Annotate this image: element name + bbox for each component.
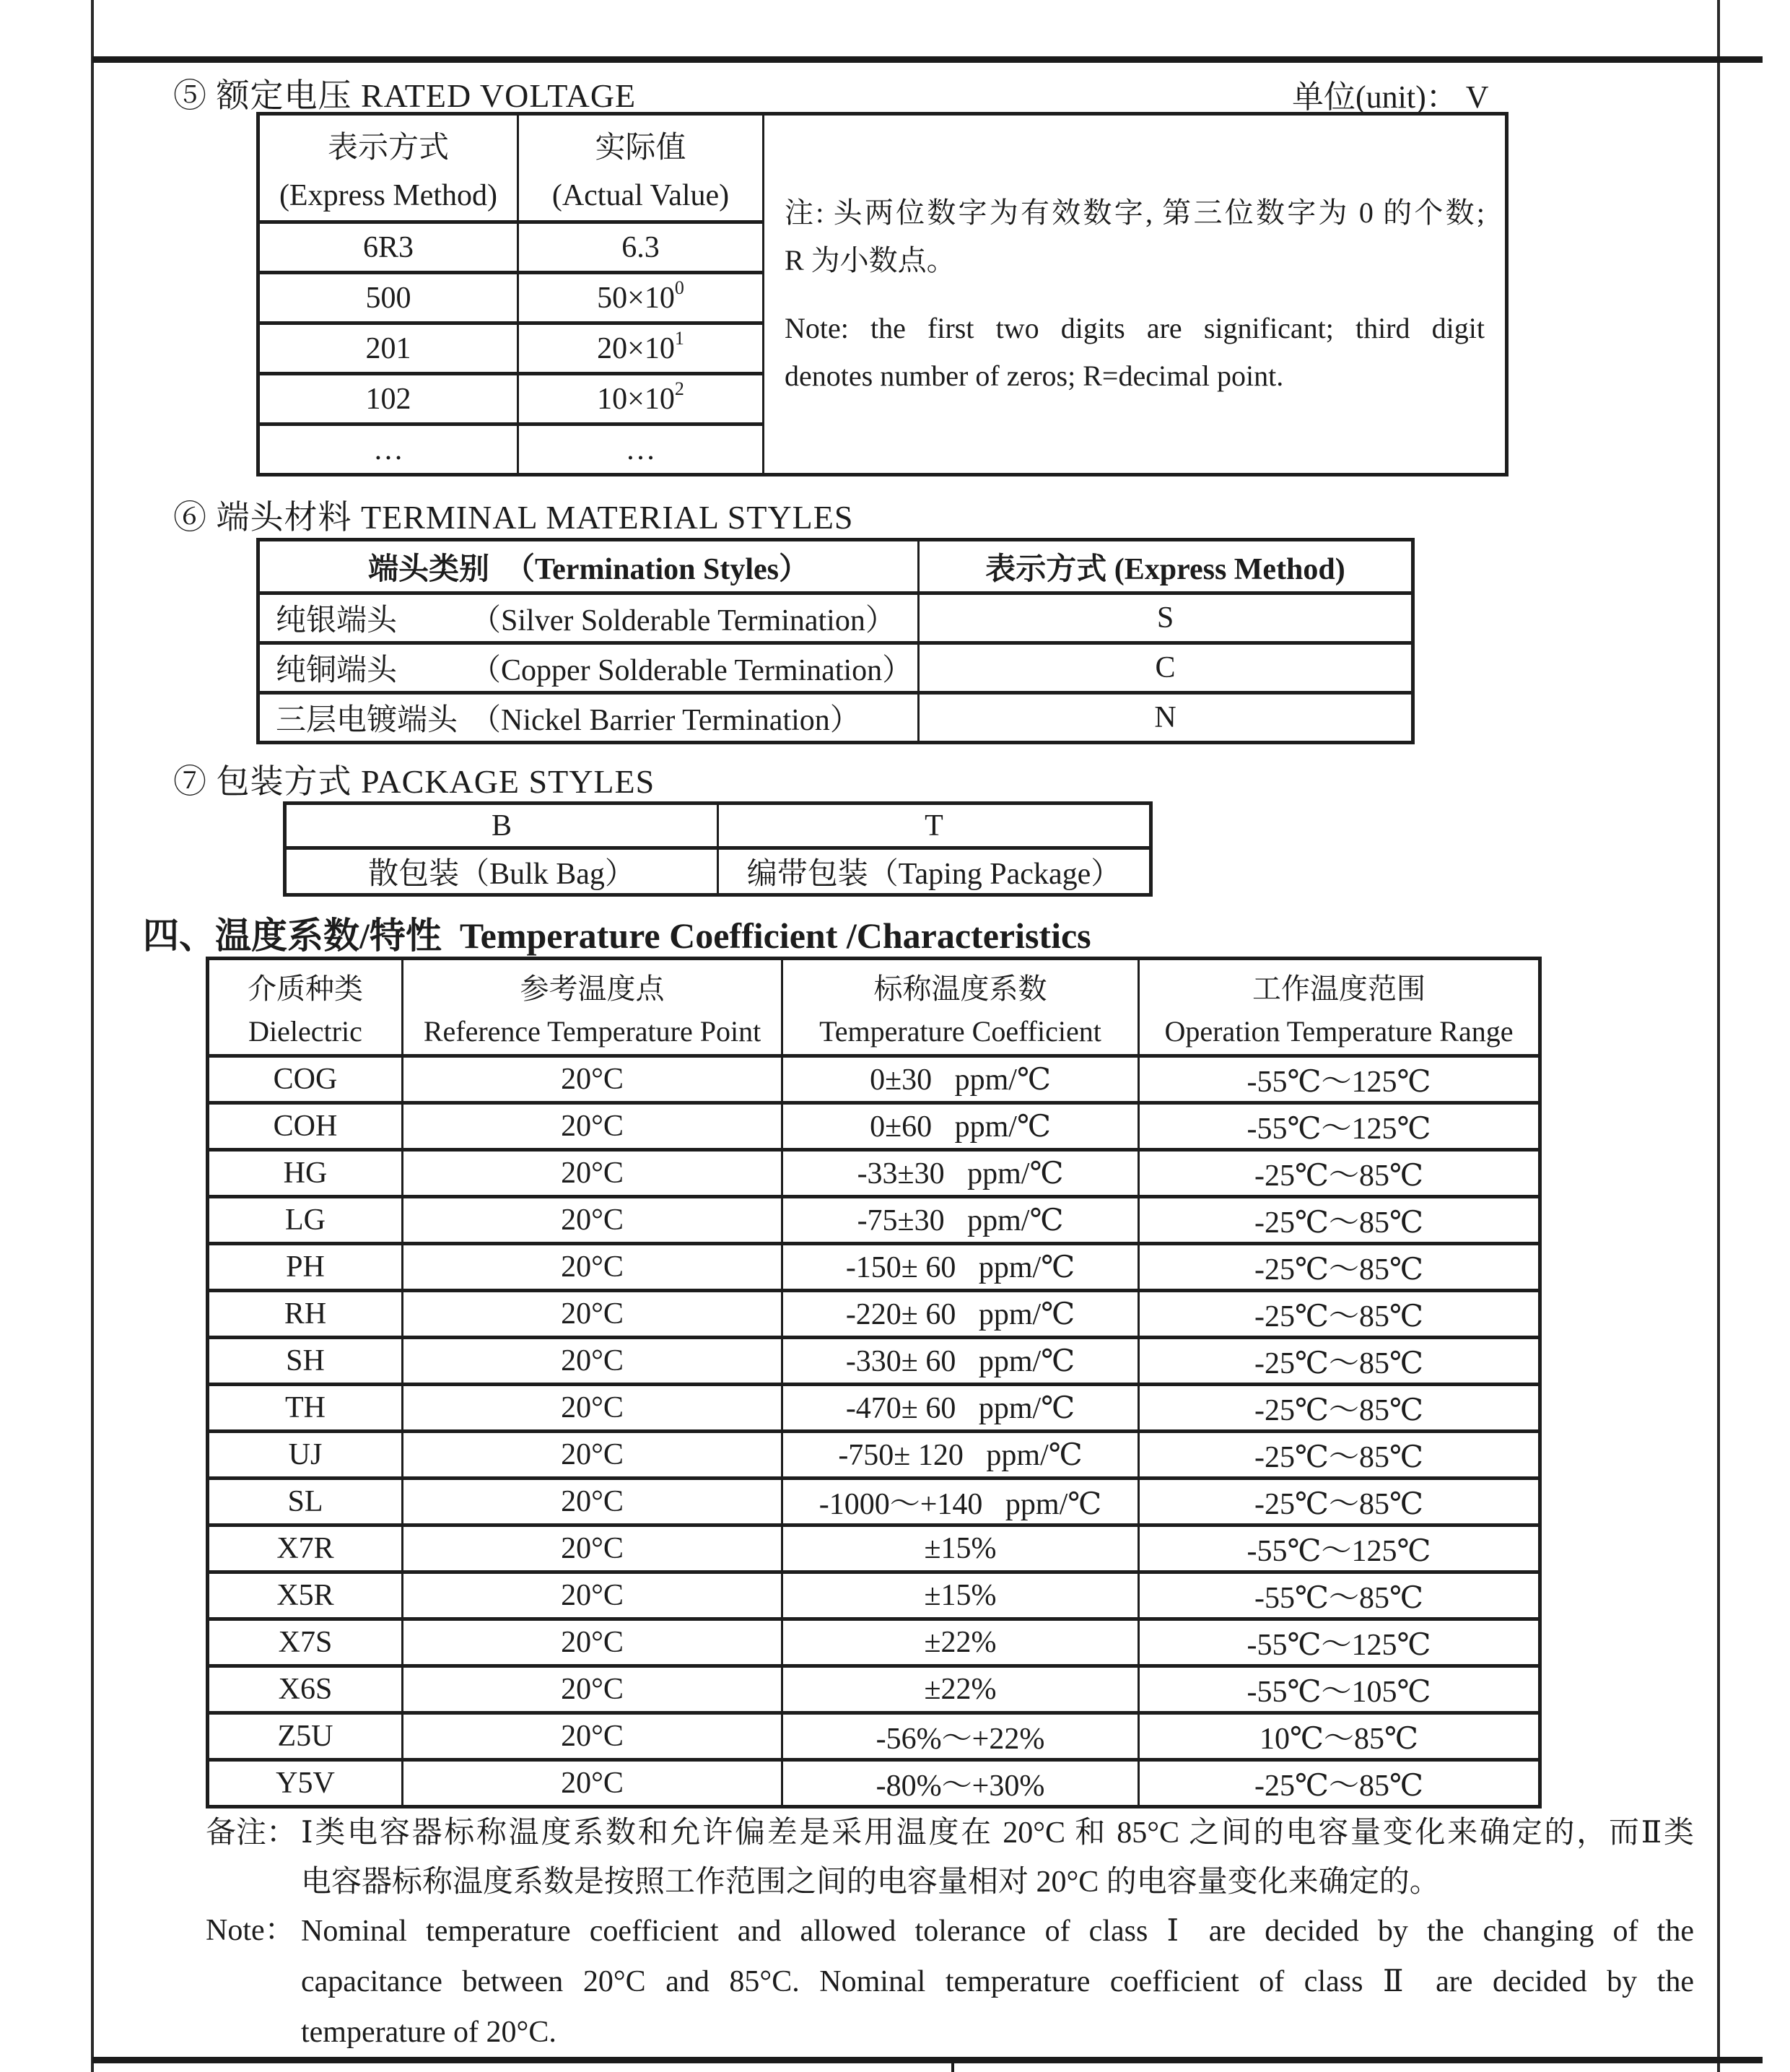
dielectric-row <box>208 1619 1540 1666</box>
temperature-coefficient: -330± 60 ppm/℃ <box>782 1338 1139 1385</box>
reference-temperature: 20°C <box>403 1619 782 1666</box>
temperature-coefficient: -80%～+30% <box>782 1760 1139 1807</box>
reference-temperature: 20°C <box>403 1479 782 1525</box>
note-en-line2: denotes number of zeros; R=decimal point. <box>785 359 1284 392</box>
operation-temperature-range: 10℃～85℃ <box>1139 1713 1540 1760</box>
note-line2: capacitance between 20°C and 85°C. Nominal temperature coefficient of class Ⅱ are decided by the <box>301 1965 1694 1998</box>
dielectric-type: Y5V <box>208 1760 403 1807</box>
reference-temperature: 20°C <box>403 1338 782 1385</box>
operation-temperature-range: -55℃～105℃ <box>1139 1666 1540 1713</box>
dielectric-row <box>208 1103 1540 1150</box>
section-temperature-coefficient-title: 四、温度系数/特性 Temperature Coefficient /Characteristics <box>143 915 1091 956</box>
operation-temperature-range: -25℃～85℃ <box>1139 1432 1540 1479</box>
dielectric-row <box>208 1056 1540 1103</box>
termination-style-en: （Nickel Barrier Termination） <box>471 704 860 737</box>
dielectric-row <box>208 1713 1540 1760</box>
dielectric-row <box>208 1244 1540 1291</box>
reference-temperature: 20°C <box>403 1385 782 1432</box>
dielectric-row <box>208 1479 1540 1525</box>
remark-label: 备注： <box>206 1816 297 1850</box>
temperature-table-header <box>1139 959 1540 1056</box>
dielectric-type: X6S <box>208 1666 403 1713</box>
express-method-header: 表示方式 (Express Method) <box>919 540 1413 593</box>
package-label-taping: 编带包装（Taping Package） <box>718 848 1151 895</box>
termination-style-en: （Silver Solderable Termination） <box>471 604 896 637</box>
dielectric-type: RH <box>208 1291 403 1338</box>
bottom-tick <box>951 2059 954 2072</box>
express-code: 500 <box>258 273 518 323</box>
temperature-table-header <box>403 959 782 1056</box>
operation-temperature-range: -55℃～125℃ <box>1139 1056 1540 1103</box>
package-style-table <box>283 801 1153 897</box>
package-code-b: B <box>285 804 718 848</box>
dielectric-type: PH <box>208 1244 403 1291</box>
remark-line2: 电容器标称温度系数是按照工作范围之间的电容量相对 20°C 的电容量变化来确定的。 <box>301 1866 1440 1899</box>
rated-voltage-unit-label: 单位(unit)： V <box>1292 79 1489 115</box>
temperature-table-header-row <box>208 959 1540 1056</box>
note-en-line1: Note: the first two digits are significant; third digit <box>785 311 1485 344</box>
termination-style <box>258 593 919 643</box>
termination-style <box>258 693 919 743</box>
terminal-row <box>258 593 1413 643</box>
operation-temperature-range: -55℃～125℃ <box>1139 1619 1540 1666</box>
express-code: … <box>258 425 518 475</box>
terminal-material-table <box>256 538 1415 744</box>
operation-temperature-range: -25℃～85℃ <box>1139 1197 1540 1244</box>
actual-value: $50\times 10^0$ <box>518 273 764 323</box>
temperature-coefficient: -56%～+22% <box>782 1713 1139 1760</box>
operation-temperature-range: -55℃～125℃ <box>1139 1525 1540 1572</box>
remark-paragraph <box>206 1808 1694 1907</box>
dielectric-row <box>208 1760 1540 1807</box>
termination-style-en: （Copper Solderable Termination） <box>471 654 913 687</box>
termination-style-cn: 纯铜端头 <box>276 654 398 687</box>
dielectric-type: Z5U <box>208 1713 403 1760</box>
reference-temperature: 20°C <box>403 1713 782 1760</box>
operation-temperature-range: -25℃～85℃ <box>1139 1150 1540 1197</box>
header-en: Dielectric <box>248 1015 362 1048</box>
reference-temperature: 20°C <box>403 1244 782 1291</box>
operation-temperature-range: -55℃～125℃ <box>1139 1103 1540 1150</box>
dielectric-type: HG <box>208 1150 403 1197</box>
header-cn: 标称温度系数 <box>873 972 1047 1005</box>
section-package-styles-title: ⑦ 包装方式 PACKAGE STYLES <box>173 763 655 800</box>
dielectric-type: SH <box>208 1338 403 1385</box>
actual-value-header <box>518 114 764 222</box>
header-en: Reference Temperature Point <box>423 1015 761 1048</box>
temperature-coefficient-table <box>206 957 1542 1808</box>
temperature-coefficient: ±22% <box>782 1666 1139 1713</box>
termination-styles-header: 端头类别 （Termination Styles） <box>258 540 919 593</box>
express-code: 6R3 <box>258 222 518 273</box>
note-label: Note： <box>206 1914 295 1947</box>
dielectric-type: UJ <box>208 1432 403 1479</box>
operation-temperature-range: -25℃～85℃ <box>1139 1244 1540 1291</box>
dielectric-row <box>208 1666 1540 1713</box>
top-rule <box>92 56 1763 63</box>
express-code: 201 <box>258 323 518 374</box>
dielectric-type: X7S <box>208 1619 403 1666</box>
dielectric-type: LG <box>208 1197 403 1244</box>
note-line3: temperature of 20°C. <box>301 2016 556 2049</box>
operation-temperature-range: -25℃～85℃ <box>1139 1385 1540 1432</box>
header-cn: 工作温度范围 <box>1252 972 1426 1005</box>
dielectric-row <box>208 1197 1540 1244</box>
reference-temperature: 20°C <box>403 1197 782 1244</box>
note-cn-line2: R 为小数点。 <box>785 243 956 277</box>
temperature-coefficient: ±15% <box>782 1572 1139 1619</box>
dielectric-row <box>208 1338 1540 1385</box>
reference-temperature: 20°C <box>403 1432 782 1479</box>
dielectric-type: X7R <box>208 1525 403 1572</box>
operation-temperature-range: -25℃～85℃ <box>1139 1338 1540 1385</box>
express-method-header <box>258 114 518 222</box>
actual-value-header-en: (Actual Value) <box>551 178 730 212</box>
temperature-coefficient: -1000～+140 ppm/℃ <box>782 1479 1139 1525</box>
temperature-coefficient: 0±30 ppm/℃ <box>782 1056 1139 1103</box>
temperature-coefficient: -75±30 ppm/℃ <box>782 1197 1139 1244</box>
operation-temperature-range: -25℃～85℃ <box>1139 1291 1540 1338</box>
dielectric-type: COH <box>208 1103 403 1150</box>
dielectric-type: TH <box>208 1385 403 1432</box>
header-cn: 参考温度点 <box>520 972 665 1005</box>
dielectric-type: SL <box>208 1479 403 1525</box>
dielectric-row <box>208 1432 1540 1479</box>
header-en: Operation Temperature Range <box>1164 1015 1514 1048</box>
actual-value-header-cn: 实际值 <box>595 131 686 165</box>
header-en: Temperature Coefficient <box>819 1015 1101 1048</box>
actual-value: 6.3 <box>518 222 764 273</box>
terminal-header-row <box>258 540 1413 593</box>
reference-temperature: 20°C <box>403 1150 782 1197</box>
termination-style-cn: 三层电镀端头 <box>276 704 458 737</box>
reference-temperature: 20°C <box>403 1666 782 1713</box>
temperature-coefficient: -33±30 ppm/℃ <box>782 1150 1139 1197</box>
header-cn: 介质种类 <box>248 972 363 1005</box>
temperature-coefficient: 0±60 ppm/℃ <box>782 1103 1139 1150</box>
page-border-left <box>91 0 94 2072</box>
bottom-rule <box>92 2057 1763 2063</box>
temperature-table-header <box>208 959 403 1056</box>
reference-temperature: 20°C <box>403 1525 782 1572</box>
temperature-coefficient: ±22% <box>782 1619 1139 1666</box>
package-label-row <box>285 848 1151 895</box>
operation-temperature-range: -25℃～85℃ <box>1139 1760 1540 1807</box>
express-code: 102 <box>258 374 518 425</box>
note-paragraph <box>206 1906 1694 2058</box>
section-rated-voltage-title: ⑤ 额定电压 RATED VOLTAGE <box>173 77 637 114</box>
actual-value: $20\times 10^1$ <box>518 323 764 374</box>
dielectric-row <box>208 1291 1540 1338</box>
dielectric-row <box>208 1385 1540 1432</box>
actual-value: $10\times 10^2$ <box>518 374 764 425</box>
package-code-t: T <box>718 804 1151 848</box>
termination-code: S <box>919 593 1413 643</box>
express-method-header-cn: 表示方式 <box>327 131 449 165</box>
terminal-row <box>258 643 1413 693</box>
reference-temperature: 20°C <box>403 1760 782 1807</box>
dielectric-type: X5R <box>208 1572 403 1619</box>
operation-temperature-range: -25℃～85℃ <box>1139 1479 1540 1525</box>
exponent: 0 <box>674 277 684 298</box>
termination-style-cn: 纯银端头 <box>276 604 398 637</box>
reference-temperature: 20°C <box>403 1572 782 1619</box>
page-border-right <box>1717 0 1720 2072</box>
temperature-table-header <box>782 959 1139 1056</box>
temperature-coefficient: -470± 60 ppm/℃ <box>782 1385 1139 1432</box>
exponent: 2 <box>674 378 684 399</box>
operation-temperature-range: -55℃～85℃ <box>1139 1572 1540 1619</box>
terminal-row <box>258 693 1413 743</box>
temperature-coefficient: -220± 60 ppm/℃ <box>782 1291 1139 1338</box>
note-line1: Nominal temperature coefficient and allowed tolerance of class Ⅰ are decided by the changing of the <box>301 1915 1694 1948</box>
package-label-bulk: 散包装（Bulk Bag） <box>285 848 718 895</box>
remark-line1: Ⅰ类电容器标称温度系数和允许偏差是采用温度在 20°C 和 85°C 之间的电容量变化来确定的，而Ⅱ类 <box>301 1816 1694 1850</box>
rated-voltage-table <box>256 112 1509 476</box>
package-code-row <box>285 804 1151 848</box>
dielectric-row <box>208 1150 1540 1197</box>
termination-code: N <box>919 693 1413 743</box>
reference-temperature: 20°C <box>403 1291 782 1338</box>
temperature-coefficient: -150± 60 ppm/℃ <box>782 1244 1139 1291</box>
temperature-coefficient: ±15% <box>782 1525 1139 1572</box>
rated-voltage-note-cell <box>764 114 1507 475</box>
dielectric-row <box>208 1572 1540 1619</box>
actual-value: … <box>518 425 764 475</box>
rated-voltage-header-row <box>258 114 1507 222</box>
note-cn-line1: 注: 头两位数字为有效数字, 第三位数字为 0 的个数; <box>785 196 1485 229</box>
section-terminal-material-title: ⑥ 端头材料 TERMINAL MATERIAL STYLES <box>173 499 854 536</box>
termination-code: C <box>919 643 1413 693</box>
exponent: 1 <box>674 327 684 349</box>
reference-temperature: 20°C <box>403 1103 782 1150</box>
express-method-header-en: (Express Method) <box>279 178 498 212</box>
termination-style <box>258 643 919 693</box>
reference-temperature: 20°C <box>403 1056 782 1103</box>
dielectric-row <box>208 1525 1540 1572</box>
temperature-coefficient: -750± 120 ppm/℃ <box>782 1432 1139 1479</box>
dielectric-type: COG <box>208 1056 403 1103</box>
